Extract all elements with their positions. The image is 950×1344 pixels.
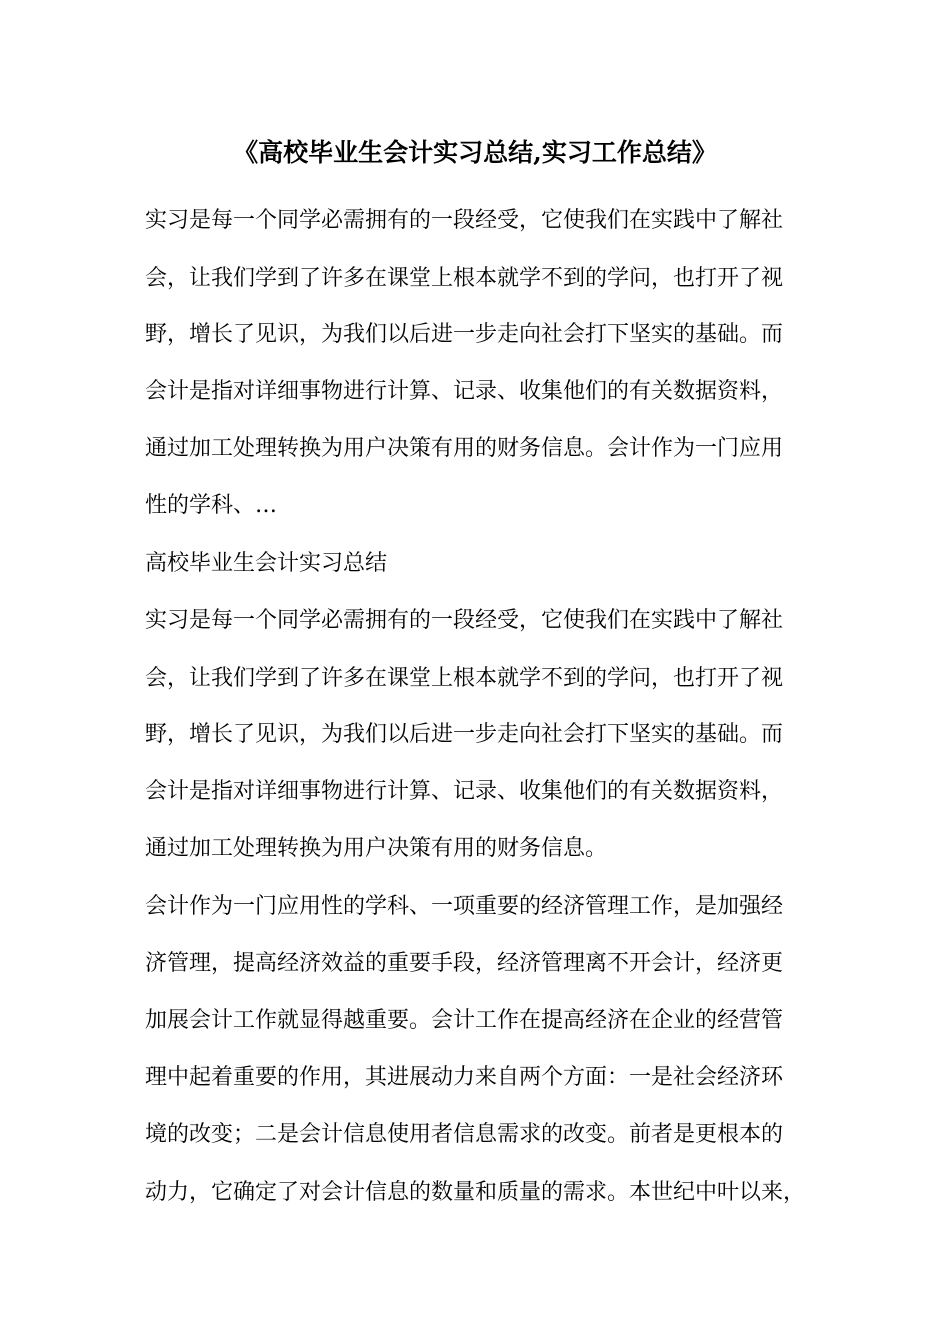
paragraph-line: 加展会计工作就显得越重要。会计工作在提高经济在企业的经营管 <box>145 1008 784 1033</box>
paragraph-line: 实习是每一个同学必需拥有的一段经受，它使我们在实践中了解社 <box>145 608 784 633</box>
paragraph-line: 会，让我们学到了许多在课堂上根本就学不到的学问，也打开了视 <box>145 666 784 691</box>
paragraph-line: 境的改变；二是会计信息使用者信息需求的改变。前者是更根本的 <box>145 1122 784 1147</box>
paragraph-line: 会计作为一门应用性的学科、一项重要的经济管理工作，是加强经 <box>145 894 784 919</box>
section-heading: 高校毕业生会计实习总结 <box>145 551 388 576</box>
paragraph-line: 性的学科、… <box>145 493 278 518</box>
paragraph-line: 通过加工处理转换为用户决策有用的财务信息。会计作为一门应用 <box>145 436 784 461</box>
document-title: 《高校毕业生会计实习总结,实习工作总结》 <box>233 138 717 167</box>
paragraph-line: 济管理，提高经济效益的重要手段，经济管理离不开会计，经济更 <box>145 951 784 976</box>
paragraph-line: 动力，它确定了对会计信息的数量和质量的需求。本世纪中叶以来， <box>145 1180 806 1205</box>
paragraph-line: 会计是指对详细事物进行计算、记录、收集他们的有关数据资料， <box>145 379 784 404</box>
paragraph-line: 会计是指对详细事物进行计算、记录、收集他们的有关数据资料， <box>145 779 784 804</box>
paragraph-line: 理中起着重要的作用，其进展动力来自两个方面：一是社会经济环 <box>145 1065 784 1090</box>
paragraph-line: 通过加工处理转换为用户决策有用的财务信息。 <box>145 836 608 861</box>
paragraph-line: 会，让我们学到了许多在课堂上根本就学不到的学问，也打开了视 <box>145 266 784 291</box>
paragraph-line: 野，增长了见识，为我们以后进一步走向社会打下坚实的基础。而 <box>145 322 784 347</box>
paragraph-line: 野，增长了见识，为我们以后进一步走向社会打下坚实的基础。而 <box>145 722 784 747</box>
paragraph-line: 实习是每一个同学必需拥有的一段经受，它使我们在实践中了解社 <box>145 208 784 233</box>
